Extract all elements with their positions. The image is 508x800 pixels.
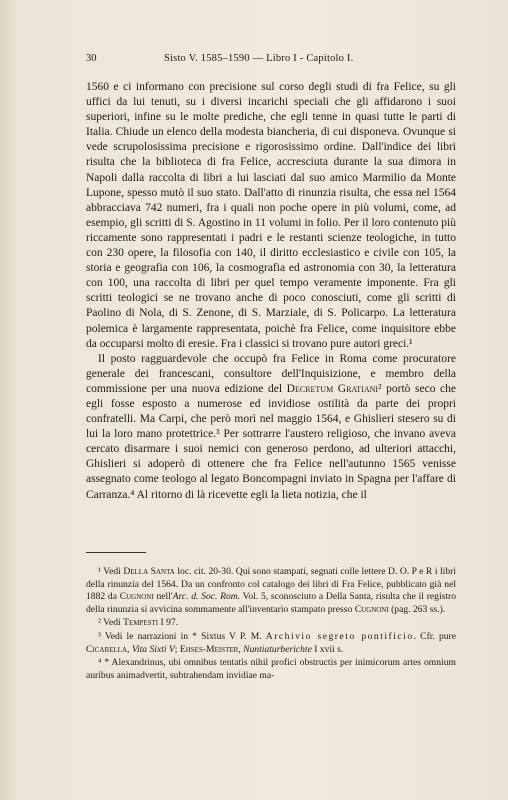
text-run: I 97. — [158, 617, 179, 629]
footnote-1 — [86, 566, 456, 616]
text-run: ; — [174, 643, 180, 655]
footnote-3 — [86, 631, 456, 656]
decretum-title: Decretum Gratiani — [286, 382, 379, 395]
footnote-4: ⁴ * Alexandrinus, ubi omnibus tentatis nihil profici obstructis per inimicorum artes omnium auribus animadvertit, subtrahendam invidiae ma- — [86, 657, 456, 681]
text-run: loc. cit. 20-30. Qui sono stampati, segnati colle lettere D. O. P e R i libri della rinunzia del 1564. Da un confronto col catalogo dei libri di Fra Felice, pubblicato già nel 1882 da — [86, 566, 456, 603]
main-text — [86, 80, 456, 503]
footnotes — [86, 566, 456, 683]
work-title: Nuntiaturberichte — [243, 643, 312, 655]
author-name: Della Santa — [123, 566, 175, 577]
text-run: ¹ Vedi — [98, 566, 124, 577]
paragraph: 1560 e ci informano con precisione sul corso degli studi di fra Felice, su gli uffici da lui tenuti, su i diversi incarichi speciali che gli affidarono i suoi superiori, infine su le molte prediche, che egli tenne in quasi tutte le parti di Italia. Chiude un elenco della modesta biancheria, di cui disponeva. Ovunque si vede scrupolosissima precisione e rigorosissimo ordine. Dall'indice dei libri risulta che la biblioteca di fra Felice, accresciuta durante la sua dimora in Napoli dalla raccolta di libri a lui lasciati dal suo amico Marmilio da Monte Lupone, spesso mutò il suo stato. Dall'atto di rinunzia risulta, che essa nel 1564 abbracciava 742 numeri, fra i quali non poche opere in più volumi, come, ad esempio, gli scritti di S. Agostino in 11 volumi in folio. Per il loro contenuto più riccamente sono rappresentati i padri e le restanti scienze teologiche, in tutto con 230 opere, la filosofia con 140, il diritto ecclesiastico e civile con 105, la storia e geografia con 106, la cosmografia ed astronomia con 30, la letteratura con 100, una raccolta di libri per quel tempo veramente imponente. Fra gli scritti teologici se ne trovano anche di poco conosciuti, come gli scritti di Paolino di Nola, di S. Zenone, di S. Marziale, di S. Policarpo. La letteratura polemica è largamente rappresentata, poichè fra Felice, come inquisitore ebbe da occuparsi molto di eresie. Fra i classici si trovano pure autori greci.¹ — [86, 81, 456, 350]
author-name: Ehses-Meister — [179, 643, 239, 655]
text-run: Il posto ragguardevole che occupò fra Felice in Roma come procuratore generale dei francescani, consultore dell'Inquisizione, e membro della commissione per una nuova edizione del — [86, 352, 456, 395]
text-run: ³ Vedi le narrazioni in * Sixtus V P. M. — [98, 630, 266, 642]
text-run: , — [127, 643, 132, 655]
text-run: (pag. 263 ss.). — [388, 603, 446, 615]
paragraph — [86, 352, 456, 503]
page-header — [86, 52, 396, 66]
text-run: I xvii s. — [311, 643, 344, 655]
text-run: . Cfr. pure — [413, 630, 456, 642]
text-run: nell' — [153, 591, 173, 603]
footnote-2 — [86, 617, 456, 630]
work-title: Vita Sixti V — [131, 643, 175, 655]
archive-name: Archivio segreto pontificio — [265, 630, 414, 642]
author-name: Cugnoni — [119, 591, 154, 603]
footnote-divider — [86, 552, 146, 553]
author-name: Cicarella — [86, 643, 128, 655]
text-run: Vol. 5, sconosciuto a Della Santa, risulta che il registro della rinunzia si avvicina sommamente all'inventario stampato presso — [86, 591, 456, 615]
running-head: Sisto V. 1585–1590 — Libro I - Capitolo I. — [164, 53, 354, 64]
page-number: 30 — [86, 53, 97, 64]
text-run: ² Vedi — [98, 617, 124, 629]
text-run: ² portò seco che egli fosse esposto a numerose ed invidiose ostilità da parte dei propri confratelli. Ma Carpi, che però morì nel maggio 1564, e Ghislieri stesero su di lui la loro mano protettrice.³ Per sottrarre l'austero religioso, che invano aveva cercato disarmare i suoi nemici con generoso perdono, ad ulteriori attacchi, Ghislieri si adoperò di ottenere che fra Felice nell'autunno 1565 venisse assegnato come teologo al legato Boncompagni inviato in Spagna per l'affare di Carranza.⁴ Al ritorno di là ricevette egli la lieta notizia, che il — [86, 382, 456, 501]
author-name: Cugnoni — [354, 603, 389, 615]
text-run: , — [238, 643, 244, 655]
author-name: Tempesti — [123, 617, 159, 629]
journal-title: Arc. d. Soc. Rom. — [172, 591, 241, 603]
